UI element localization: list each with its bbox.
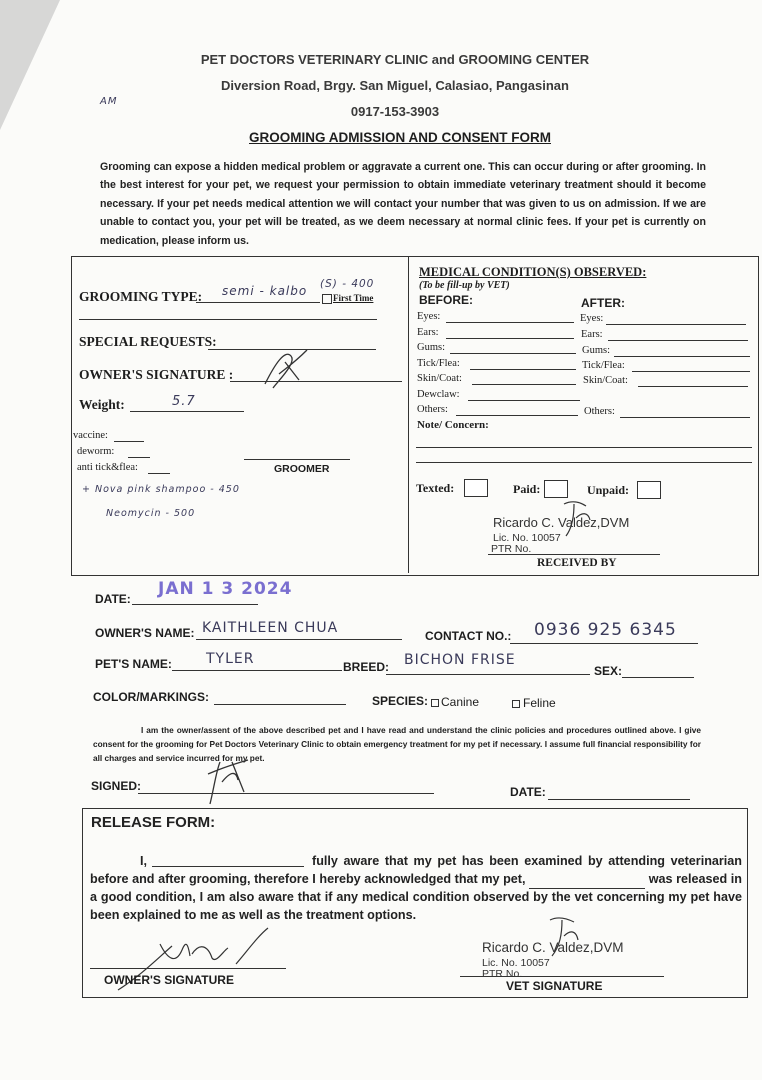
consent-paragraph: I am the owner/assent of the above described pet and I have read and understand the clinic policies and procedures outlined above. I give consent for the grooming for Pet Doctors Veterinary Clinic to obtain emergency treatment for my pet if necessary. I assume full financial responsibility for all charges and service incurred for my pet. bbox=[93, 725, 701, 763]
note-line-2[interactable] bbox=[416, 462, 752, 463]
tick-after-line[interactable] bbox=[632, 371, 750, 372]
contact-line[interactable] bbox=[510, 643, 698, 644]
dewclaw-label: Dewclaw: bbox=[417, 389, 460, 400]
vet-name-2: Ricardo C. Valdez,DVM bbox=[482, 940, 624, 955]
grooming-type-line bbox=[196, 302, 320, 303]
ears-before-line[interactable] bbox=[446, 338, 574, 339]
weight-line bbox=[130, 411, 244, 412]
release-owner-sig-label: OWNER'S SIGNATURE bbox=[104, 973, 234, 987]
skin-after-line[interactable] bbox=[638, 386, 748, 387]
release-pet-line[interactable] bbox=[529, 871, 645, 890]
antitick-line[interactable] bbox=[148, 473, 170, 474]
date-label: DATE: bbox=[95, 592, 131, 606]
vet-name-1: Ricardo C. Valdez,DVM bbox=[493, 515, 630, 530]
release-vet-sig-label: VET SIGNATURE bbox=[506, 979, 603, 993]
pet-name-value[interactable]: TYLER bbox=[206, 651, 255, 667]
tick-after-label: Tick/Flea: bbox=[582, 360, 625, 371]
date2-line[interactable] bbox=[548, 799, 690, 800]
special-requests-label: SPECIAL REQUESTS: bbox=[79, 334, 217, 349]
unpaid-label: Unpaid: bbox=[587, 483, 630, 497]
pet-name-label: PET'S NAME: bbox=[95, 657, 172, 671]
others-after-line[interactable] bbox=[620, 417, 750, 418]
clinic-phone: 0917-153-3903 bbox=[350, 104, 440, 119]
deworm-label: deworm: bbox=[77, 446, 115, 457]
texted-checkbox[interactable] bbox=[464, 479, 488, 497]
breed-value[interactable]: BICHON FRISE bbox=[404, 652, 516, 668]
owner-name-label: OWNER'S NAME: bbox=[95, 626, 195, 640]
medical-title: MEDICAL CONDITION(S) OBSERVED: bbox=[419, 265, 647, 279]
weight-value[interactable]: 5.7 bbox=[172, 394, 196, 409]
contact-value[interactable]: 0936 925 6345 bbox=[534, 620, 677, 640]
clinic-address: Diversion Road, Brgy. San Miguel, Calasiao, Pangasinan bbox=[221, 78, 569, 93]
signed-line[interactable] bbox=[138, 793, 434, 794]
before-label: BEFORE: bbox=[419, 293, 473, 307]
feline-checkbox[interactable] bbox=[512, 700, 520, 708]
weight-label: Weight: bbox=[79, 397, 125, 412]
received-line[interactable] bbox=[488, 554, 660, 555]
signed-scribble bbox=[196, 752, 256, 808]
vaccine-label: vaccine: bbox=[73, 430, 108, 441]
after-label: AFTER: bbox=[581, 296, 625, 310]
eyes-after-line[interactable] bbox=[606, 324, 746, 325]
release-title: RELEASE FORM: bbox=[91, 814, 216, 831]
vet-signature-scribble-1 bbox=[558, 498, 598, 542]
vet-lic-2-text: Lic. No. 10057 bbox=[482, 957, 550, 969]
eyes-before-label: Eyes: bbox=[417, 311, 441, 322]
paid-label: Paid: bbox=[513, 482, 541, 496]
groomer-line[interactable] bbox=[244, 459, 350, 460]
canine-checkbox[interactable] bbox=[431, 699, 439, 707]
note-line-1[interactable] bbox=[416, 447, 752, 448]
grooming-note-1: + Nova pink shampoo - 450 bbox=[82, 484, 240, 495]
breed-line[interactable] bbox=[386, 674, 590, 675]
vet-signature-scribble-2 bbox=[544, 914, 584, 964]
note-concern-label: Note/ Concern: bbox=[417, 419, 489, 431]
dewclaw-line[interactable] bbox=[468, 400, 580, 401]
release-paragraph bbox=[90, 853, 742, 924]
ears-after-label: Ears: bbox=[581, 329, 603, 340]
paid-checkbox[interactable] bbox=[544, 480, 568, 498]
others-after-label: Others: bbox=[584, 406, 615, 417]
others-before-line[interactable] bbox=[456, 415, 578, 416]
texted-label: Texted: bbox=[416, 481, 455, 495]
pet-name-line[interactable] bbox=[172, 670, 342, 671]
vet-ptr-2 bbox=[482, 965, 522, 980]
vet-ptr-1 bbox=[491, 540, 531, 555]
groomer-label: GROOMER bbox=[274, 463, 330, 475]
antitick-label: anti tick&flea: bbox=[77, 462, 138, 473]
deworm-line[interactable] bbox=[128, 457, 150, 458]
eyes-after-label: Eyes: bbox=[580, 313, 604, 324]
vaccine-line[interactable] bbox=[114, 441, 144, 442]
folded-corner bbox=[0, 0, 60, 130]
date2-label: DATE: bbox=[510, 785, 546, 799]
grooming-size-value[interactable]: (S) - 400 bbox=[320, 278, 375, 290]
tick-before-line[interactable] bbox=[470, 369, 576, 370]
tick-before-label: Tick/Flea: bbox=[417, 358, 460, 369]
sex-line[interactable] bbox=[622, 677, 694, 678]
release-text-b: fully aware that my pet has been examined by attending veterinarian before and after grooming, therefore I hereby acknowledged that my pet, bbox=[90, 854, 742, 886]
ears-after-line[interactable] bbox=[608, 340, 748, 341]
breed-label: BREED: bbox=[343, 660, 390, 674]
species-label: SPECIES: bbox=[372, 694, 429, 708]
contact-label: CONTACT NO.: bbox=[425, 629, 512, 643]
owner-name-value[interactable]: KAITHLEEN CHUA bbox=[202, 620, 339, 636]
grooming-extra-line bbox=[79, 319, 377, 320]
box-divider bbox=[408, 257, 409, 573]
owner-name-line[interactable] bbox=[196, 639, 402, 640]
margin-note: AM bbox=[100, 96, 118, 107]
release-i: I, bbox=[140, 854, 147, 868]
eyes-before-line[interactable] bbox=[446, 322, 574, 323]
release-vet-sig-line[interactable] bbox=[460, 976, 664, 977]
medical-subtitle: (To be fill-up by VET) bbox=[419, 280, 510, 291]
date-line[interactable] bbox=[132, 604, 258, 605]
sex-label: SEX: bbox=[594, 664, 623, 678]
skin-before-line[interactable] bbox=[472, 384, 576, 385]
date-stamp: JAN 1 3 2024 bbox=[158, 579, 293, 599]
color-line[interactable] bbox=[214, 704, 346, 705]
ears-before-label: Ears: bbox=[417, 327, 439, 338]
gums-after-label: Gums: bbox=[582, 345, 611, 356]
received-by-label: RECEIVED BY bbox=[537, 557, 617, 569]
clinic-name: PET DOCTORS VETERINARY CLINIC and GROOMING CENTER bbox=[200, 52, 590, 67]
color-label: COLOR/MARKINGS: bbox=[93, 690, 209, 704]
vet-lic-1-text: Lic. No. 10057 bbox=[493, 532, 561, 544]
owner-signature-label: OWNER'S SIGNATURE : bbox=[79, 367, 234, 382]
grooming-note-2: Neomycin - 500 bbox=[106, 508, 196, 519]
owner-signature-scribble bbox=[255, 344, 315, 394]
first-time-checkbox[interactable] bbox=[322, 294, 332, 304]
skin-before-label: Skin/Coat: bbox=[417, 373, 462, 384]
form-title: GROOMING ADMISSION AND CONSENT FORM bbox=[249, 130, 551, 145]
vet-ptr-1-text: PTR No. bbox=[491, 543, 532, 555]
grooming-type-value[interactable]: semi - kalbo bbox=[222, 284, 308, 298]
canine-label: Canine bbox=[441, 695, 480, 709]
release-text-c: was released in a good condition, I am also aware that if any medical condition observed by the vet concerning my pet have been explained to me as well as the treatment options. bbox=[90, 871, 742, 922]
gums-before-line[interactable] bbox=[450, 353, 576, 354]
unpaid-checkbox[interactable] bbox=[637, 481, 661, 499]
vet-ptr-2-text: PTR No. bbox=[482, 968, 523, 980]
first-time-label: First Time bbox=[333, 293, 374, 303]
others-before-label: Others: bbox=[417, 404, 448, 415]
signed-label: SIGNED: bbox=[91, 779, 142, 793]
grooming-type-label: GROOMING TYPE: bbox=[79, 289, 203, 304]
skin-after-label: Skin/Coat: bbox=[583, 375, 628, 386]
gums-after-line[interactable] bbox=[614, 356, 750, 357]
gums-before-label: Gums: bbox=[417, 342, 446, 353]
feline-label: Feline bbox=[523, 696, 556, 710]
intro-paragraph: Grooming can expose a hidden medical problem or aggravate a current one. This can occur during or after grooming. In the best interest for your pet, we request your permission to obtain immediate veterinary treatment should it become necessary. If your pet needs medical attention we will contact your number that was given to us on admission. If we are unable to contact you, your pet will be treated, as we deem necessary at normal clinic fees. If your pet is currently on medication, please inform us. bbox=[100, 161, 706, 247]
